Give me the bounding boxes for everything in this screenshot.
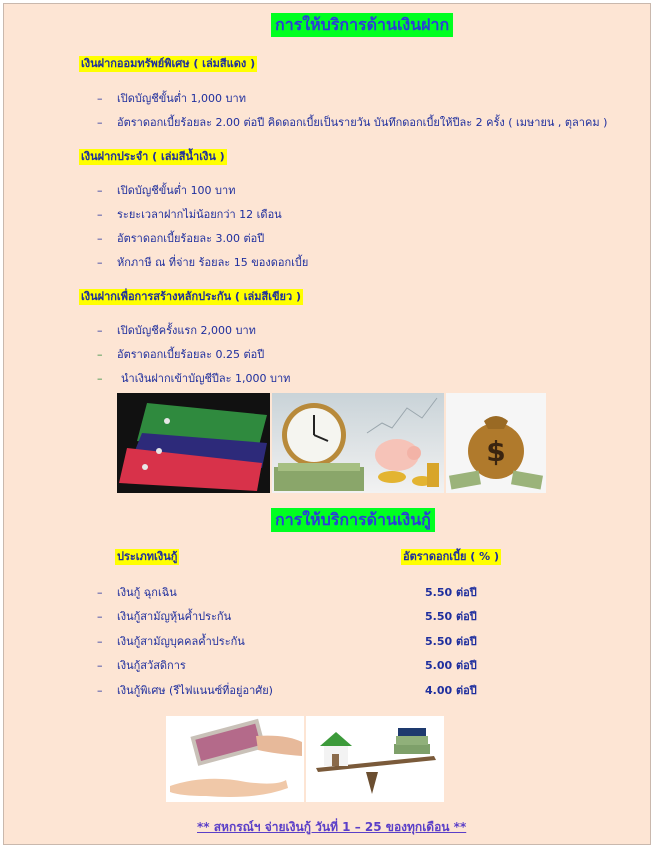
- dash: –: [97, 659, 103, 672]
- hands-money-image: [166, 716, 304, 802]
- section-heading-savings: เงินฝากออมทรัพย์พิเศษ ( เล่มสีแดง ): [81, 57, 256, 70]
- clock-money-piggy-image: [272, 393, 444, 493]
- dash: –: [97, 348, 103, 361]
- dash: –: [97, 324, 103, 337]
- money-bag-image: [446, 393, 546, 493]
- dash: –: [97, 184, 103, 197]
- dash: –: [97, 92, 103, 105]
- table-row: – เงินกู้สามัญหุ้นค้ำประกัน: [97, 610, 232, 623]
- passbooks-image: [117, 393, 270, 493]
- list-item: – เปิดบัญชีขั้นต่ำ 1,000 บาท: [97, 92, 246, 105]
- list-item: – อัตราดอกเบี้ยร้อยละ 2.00 ต่อปี คิดดอกเบี้ยเป็นรายวัน บันทึกดอกเบี้ยให้ปีละ 2 ครั้ง ( เมษายน , ตุลาคม ): [97, 116, 608, 129]
- table-row: – เงินกู้สามัญบุคคลค้ำประกัน: [97, 635, 245, 648]
- loan-rate: 4.00 ต่อปี: [425, 684, 477, 697]
- list-item: – หักภาษี ณ ที่จ่าย ร้อยละ 15 ของดอกเบี้ย: [97, 256, 309, 269]
- dash: –: [97, 610, 103, 623]
- section-heading-fixed: เงินฝากประจำ ( เล่มสีน้ำเงิน ): [81, 150, 225, 163]
- footer-note: ** สหกรณ์ฯ จ่ายเงินกู้ วันที่ 1 – 25 ของทุกเดือน **: [197, 820, 467, 834]
- dash: –: [97, 586, 103, 599]
- dash: –: [97, 256, 103, 269]
- table-row: – เงินกู้ ฉุกเฉิน: [97, 586, 177, 599]
- dash: –: [97, 684, 103, 697]
- loan-rate-header: อัตราดอกเบี้ย ( % ): [403, 550, 499, 563]
- loan-rate: 5.50 ต่อปี: [425, 610, 477, 623]
- list-item: – เปิดบัญชีครั้งแรก 2,000 บาท: [97, 324, 256, 337]
- dash: –: [97, 116, 103, 129]
- dash: –: [97, 208, 103, 221]
- list-item: – ระยะเวลาฝากไม่น้อยกว่า 12 เดือน: [97, 208, 282, 221]
- loan-title: การให้บริการด้านเงินกู้: [271, 508, 435, 532]
- loan-rate: 5.00 ต่อปี: [425, 659, 477, 672]
- loan-type-header: ประเภทเงินกู้: [117, 550, 178, 563]
- loan-rate: 5.50 ต่อปี: [425, 586, 477, 599]
- document-page: [3, 3, 651, 845]
- dash: –: [97, 635, 103, 648]
- svg-text:$: $: [486, 435, 506, 468]
- house-scale-image: [306, 716, 444, 802]
- section-heading-collateral: เงินฝากเพื่อการสร้างหลักประกัน ( เล่มสีเขียว ): [81, 290, 302, 303]
- table-row: – เงินกู้สวัสดิการ: [97, 659, 186, 672]
- loan-rate: 5.50 ต่อปี: [425, 635, 477, 648]
- list-item: – นำเงินฝากเข้าบัญชีปีละ 1,000 บาท: [97, 372, 291, 385]
- list-item: – เปิดบัญชีขั้นต่ำ 100 บาท: [97, 184, 236, 197]
- list-item: – อัตราดอกเบี้ยร้อยละ 3.00 ต่อปี: [97, 232, 265, 245]
- dash: –: [97, 372, 103, 385]
- deposit-title: การให้บริการด้านเงินฝาก: [271, 13, 453, 37]
- list-item: – อัตราดอกเบี้ยร้อยละ 0.25 ต่อปี: [97, 348, 265, 361]
- table-row: – เงินกู้พิเศษ (รีไฟแนนซ์ที่อยู่อาศัย): [97, 684, 273, 697]
- dash: –: [97, 232, 103, 245]
